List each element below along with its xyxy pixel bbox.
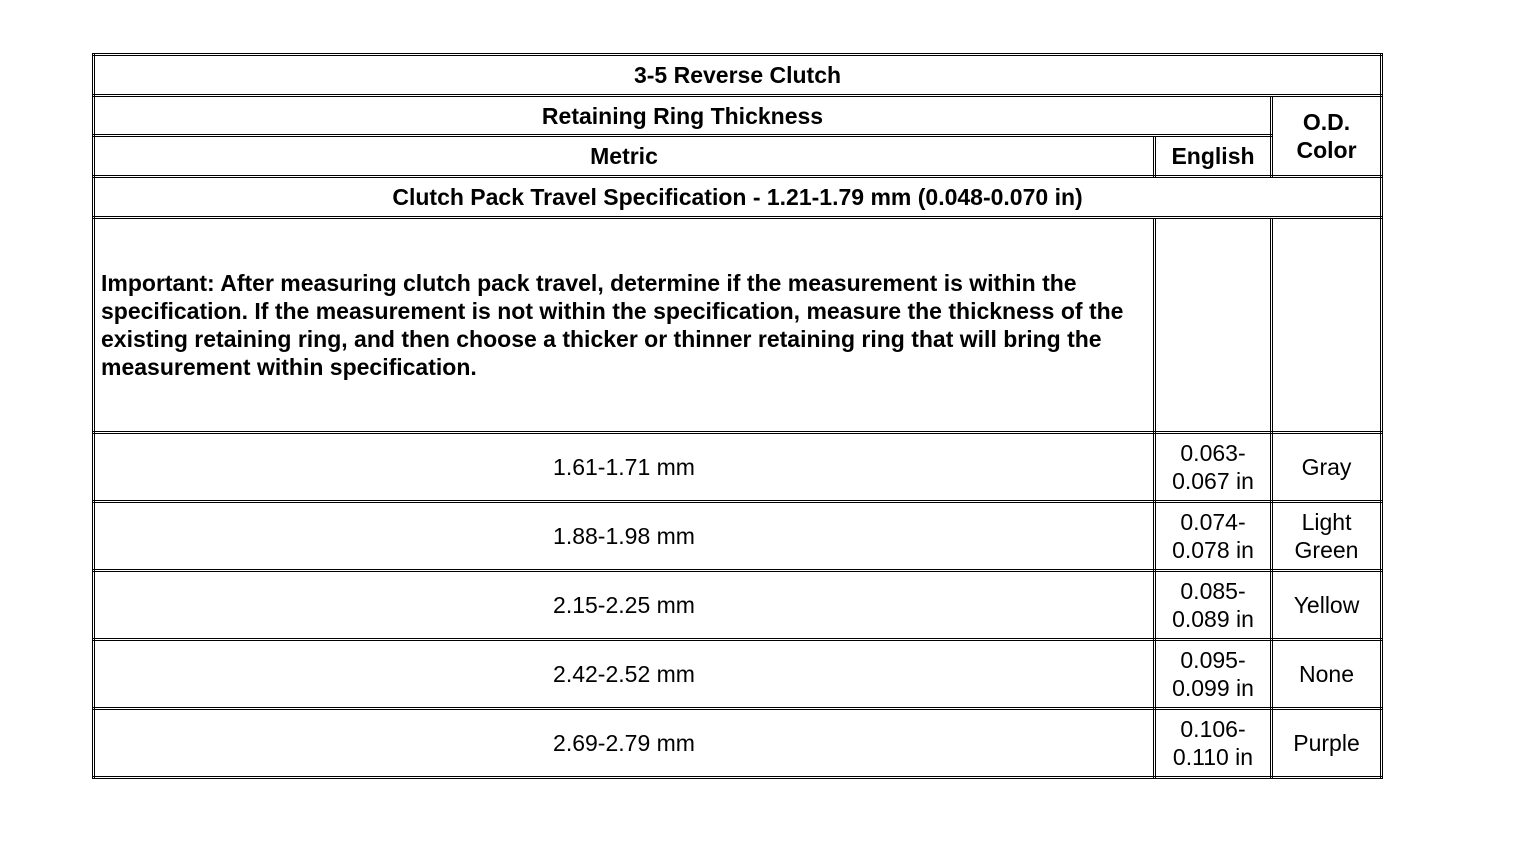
table-row: [94, 571, 1382, 640]
english-value-line2: 0.067 in: [1172, 468, 1254, 494]
english-value: [1155, 640, 1272, 709]
color-value: Gray: [1272, 433, 1382, 502]
english-value-line1: 0.074-: [1180, 509, 1246, 535]
note-empty-english: [1155, 218, 1272, 433]
od-color-header-line2: Color: [1296, 137, 1357, 163]
english-value-line1: 0.106-: [1180, 716, 1246, 742]
od-color-header: [1272, 96, 1382, 177]
retaining-ring-spec-table: [92, 53, 1383, 779]
note-empty-color: [1272, 218, 1382, 433]
english-value-line2: 0.089 in: [1172, 606, 1254, 632]
color-value-line1: Light: [1301, 509, 1352, 535]
color-value: Purple: [1272, 709, 1382, 778]
color-value: [1272, 502, 1382, 571]
color-value: None: [1272, 640, 1382, 709]
table-title: 3-5 Reverse Clutch: [94, 55, 1382, 96]
english-value: [1155, 571, 1272, 640]
english-value: [1155, 709, 1272, 778]
metric-value: 1.61-1.71 mm: [94, 433, 1155, 502]
metric-value: 2.42-2.52 mm: [94, 640, 1155, 709]
english-value-line2: 0.110 in: [1172, 744, 1254, 770]
english-value-line2: 0.078 in: [1172, 537, 1254, 563]
table-subtitle: Retaining Ring Thickness: [94, 96, 1272, 136]
table-row: [94, 502, 1382, 571]
travel-spec: Clutch Pack Travel Specification - 1.21-1.79 mm (0.048-0.070 in): [94, 177, 1382, 218]
table-row: [94, 640, 1382, 709]
english-value-line1: 0.063-: [1180, 440, 1246, 466]
english-value-line1: 0.095-: [1180, 647, 1246, 673]
english-value-line1: 0.085-: [1180, 578, 1246, 604]
english-value: [1155, 502, 1272, 571]
metric-value: 1.88-1.98 mm: [94, 502, 1155, 571]
english-value-line2: 0.099 in: [1172, 675, 1254, 701]
od-color-header-line1: O.D.: [1302, 109, 1351, 135]
metric-header: Metric: [94, 136, 1155, 177]
english-header: English: [1155, 136, 1272, 177]
metric-value: 2.15-2.25 mm: [94, 571, 1155, 640]
color-value-line2: Green: [1294, 537, 1359, 563]
metric-value: 2.69-2.79 mm: [94, 709, 1155, 778]
english-value: [1155, 433, 1272, 502]
color-value: Yellow: [1272, 571, 1382, 640]
important-note: Important: After measuring clutch pack travel, determine if the measurement is within the specification. If the measurement is not within the specification, measure the thickness of the existing retaining ring, and then choose a thicker or thinner retaining ring that will bring the measurement within specification.: [94, 218, 1155, 433]
table-row: [94, 433, 1382, 502]
table-row: [94, 709, 1382, 778]
